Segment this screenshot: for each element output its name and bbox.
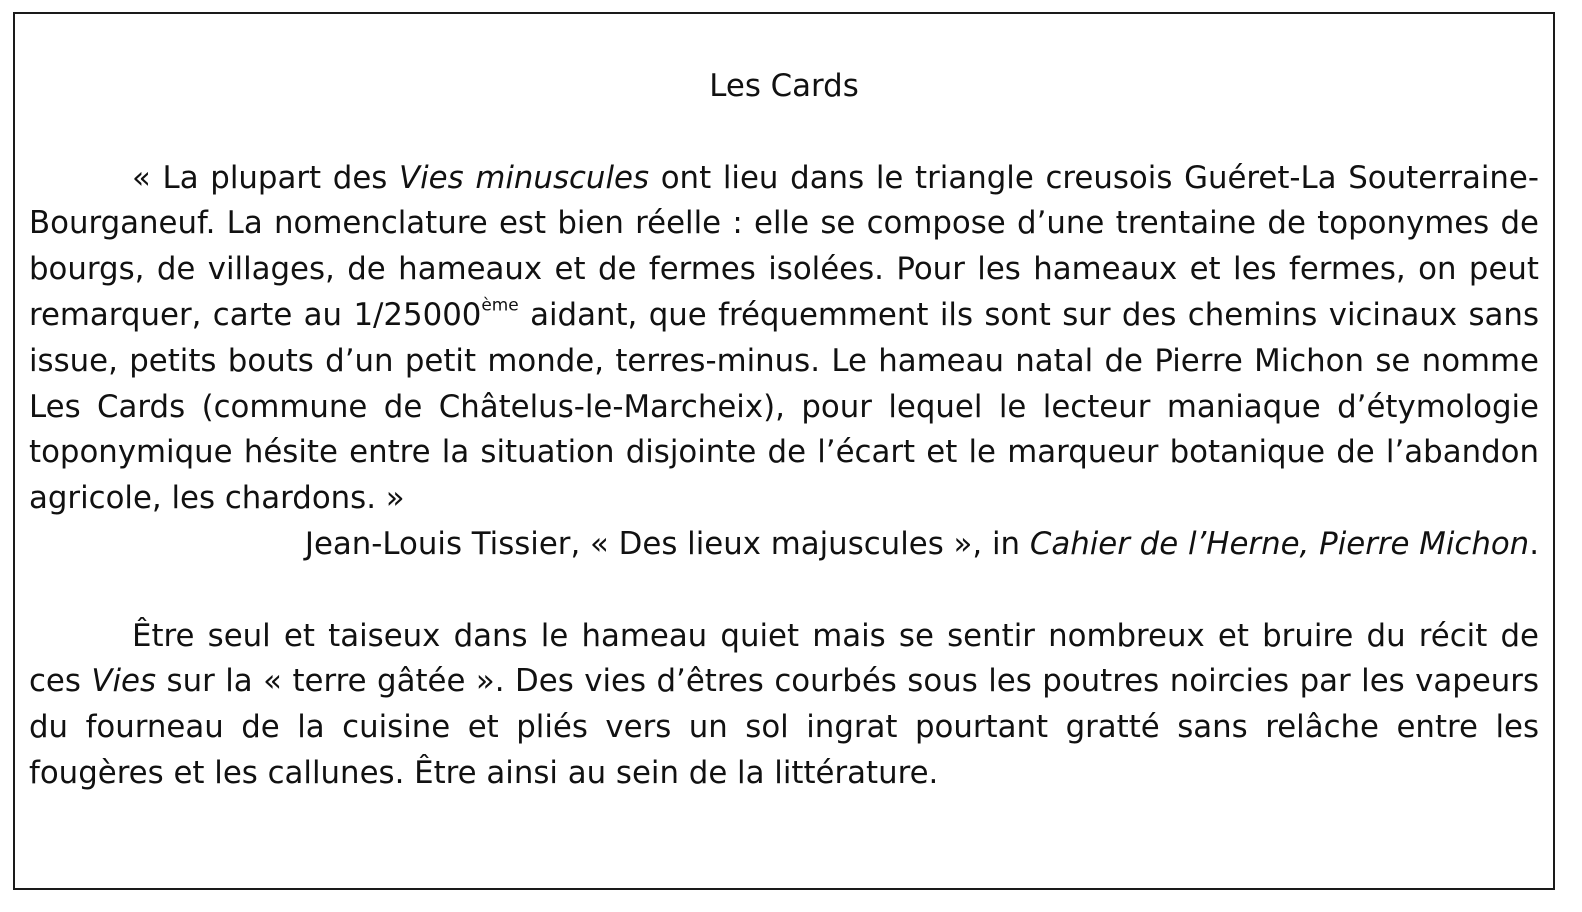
quote-book-title: Vies minuscules [399,159,649,196]
quote-text-end: aidant, que fréquemment ils sont sur des chemins vicinaux sans issue, petits bouts d’un petit monde, terres-minus. Le hameau natal de Pierre Michon se nomme Les Cards (commune de Châtelus-le-Marcheix), pour lequel le lecteur maniaque d’étymologie toponymique hésite entre la situation disjointe de l’écart et le marqueur botanique de l’abandon agricole, les chardons. » [29,296,1539,517]
citation-author: Jean-Louis Tissier, « Des lieux majuscules », in [304,525,1030,562]
citation-end: . [1529,525,1539,562]
quote-citation [29,522,1539,568]
citation-source: Cahier de l’Herne, Pierre Michon [1029,525,1530,562]
paragraph-italic: Vies [91,663,157,700]
paragraph-text-start: Être seul et taiseux dans le hameau quiet mais se sentir nombreux et bruire du récit de ces [29,617,1539,700]
document-title: Les Cards [709,68,859,104]
paragraph-text-end: sur la « terre gâtée ». Des vies d’êtres courbés sous les poutres noircies par les vapeurs du fourneau de la cuisine et pliés vers un sol ingrat pourtant gratté sans relâche entre les fougères et les callunes. Être ainsi au sein de la littérature. [29,663,1540,791]
quote-superscript: ème [481,294,519,315]
document-body [29,64,1539,797]
quote-text-middle: ont lieu dans le triangle creusois Guéret-La Souterraine-Bourganeuf. La nomenclature est bien réelle : elle se compose d’une trentaine de toponymes de bourgs, de villages, de hameaux et de fermes isolées. Pour les hameaux et les fermes, on peut remarquer, carte au 1/25000 [29,159,1539,333]
body-paragraph [29,614,1539,797]
quote-paragraph [29,156,1539,522]
quote-text-start: « La plupart des [132,159,400,196]
document-frame [13,12,1555,890]
